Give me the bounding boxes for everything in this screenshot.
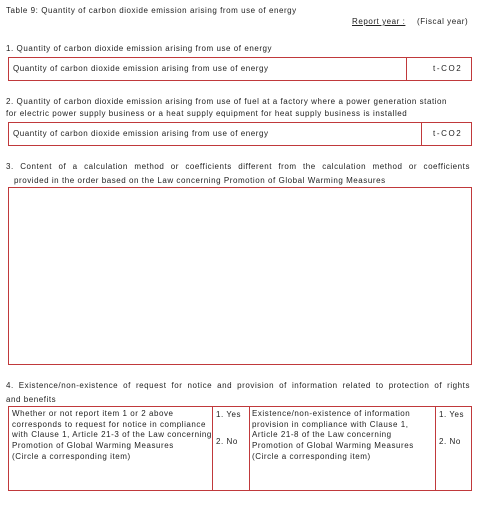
right-question-cell: [252, 409, 432, 463]
right-question-divider: [435, 407, 436, 490]
section2-label: Quantity of carbon dioxide emission arising from use of energy: [13, 129, 269, 138]
section3-heading-line1: 3. Content of a calculation method or coefficients different from the calculation method or coefficients: [6, 162, 470, 171]
right-question-text: Existence/non-existence of information provision in compliance with Clause 1, Article 21-8 of the Law concerning Promotion of Global Warming Measures: [252, 409, 414, 451]
section2-unit: t-CO2: [433, 129, 463, 138]
section2-heading-line2: for electric power supply business or a heat supply equipment for heat supply business is installed: [6, 109, 408, 118]
section1-row: [8, 57, 472, 81]
section2-row: [8, 122, 472, 146]
section4-heading-line2: and benefits: [6, 395, 57, 404]
left-yes-option[interactable]: 1. Yes: [216, 410, 242, 419]
section1-unit: t-CO2: [433, 64, 463, 73]
section1-divider: [406, 58, 407, 80]
section1-label: Quantity of carbon dioxide emission arising from use of energy: [13, 64, 269, 73]
section1-heading: 1. Quantity of carbon dioxide emission arising from use of energy: [6, 44, 273, 53]
fiscal-year-label: (Fiscal year): [417, 17, 469, 26]
section2-heading-line1: 2. Quantity of carbon dioxide emission arising from use of fuel at a factory where a power generation station: [6, 97, 448, 106]
table-title: Table 9: Quantity of carbon dioxide emission arising from use of energy: [6, 6, 297, 15]
right-no-option[interactable]: 2. No: [439, 437, 461, 446]
left-note-text: (Circle a corresponding item): [12, 451, 131, 461]
section4-table: [8, 406, 472, 491]
section3-content-box[interactable]: [8, 187, 472, 365]
left-question-text: Whether or not report item 1 or 2 above corresponds to request for notice in compliance with Clause 1, Article 21-3 of the Law concerning Promotion of Global Warming Measures: [12, 409, 212, 451]
left-no-option[interactable]: 2. No: [216, 437, 238, 446]
section4-heading-line1: 4. Existence/non-existence of request for notice and provision of information related to protection of rights: [6, 381, 470, 390]
section2-divider: [421, 123, 422, 145]
report-year-label: Report year :: [352, 17, 406, 26]
left-question-cell: [12, 409, 215, 463]
right-yes-option[interactable]: 1. Yes: [439, 410, 465, 419]
section3-heading-line2: provided in the order based on the Law concerning Promotion of Global Warming Measures: [14, 176, 386, 185]
center-divider: [249, 407, 250, 490]
right-note-text: (Circle a corresponding item): [252, 451, 371, 461]
left-question-divider: [212, 407, 213, 490]
